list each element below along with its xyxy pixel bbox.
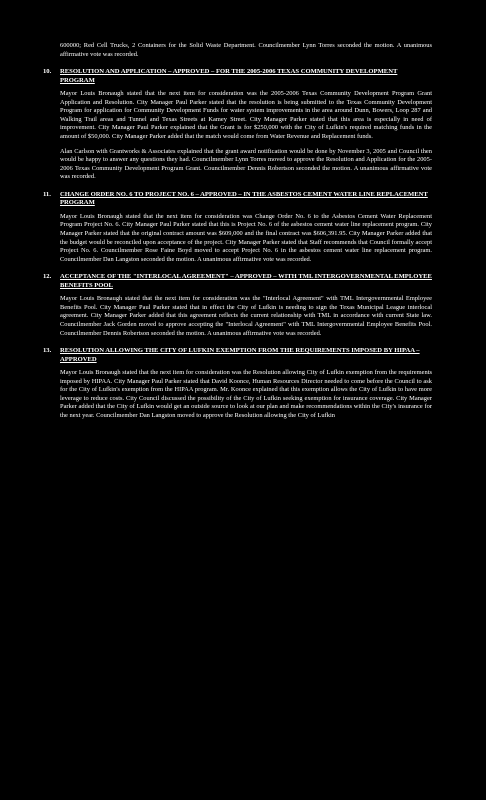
item-paragraph: Mayor Louis Bronaugh stated that the next item for consideration was Change Order No. 6 to the Asbestos Cement Water Replacement Program Project No. 6. City Manager Paul Parker stated that this is Project No. 6 of the asbestos cement water line replacement program. City Manager Parker stated that the original contract amount was $609,000 and the final contract was $606,391.95. City Manager Parker added that the budget would be reconciled upon acceptance of the project. City Manager Parker stated that Staff recommends that Council formally accept Project No. 6. Councilmember Rose Faine Boyd moved to accept Project No. 6 in the asbestos cement water line replacement program. Councilmember Dan Langston seconded the motion. A unanimous affirmative vote was recorded. xyxy=(60,212,432,263)
item-heading: CHANGE ORDER NO. 6 TO PROJECT NO. 6 – APPROVED – IN THE ASBESTOS CEMENT WATER LINE REPLACEMENT PROGRAM xyxy=(60,190,428,207)
item-paragraph: Mayor Louis Bronaugh stated that the next item for consideration was the Resolution allowing City of Lufkin exemption from the requirements imposed by HIPAA. City Manager Paul Parker stated that David Koonce, Human Resources Director needed to come before the Council to ask for the City of Lufkin's exemption from the HIPAA program. Mr. Koonce explained that this exemption allows the City of Lufkin to have more leverage to reduce costs. City Council discussed the possibility of the City of Lufkin seeking exemption for insurance coverage. City Manager Parker added that the City of Lufkin would get an outside source to look at our plan and make recommendations within the City's insurance for the next year. Councilmember Dan Langston moved to approve the Resolution allowing the City of Lufkin xyxy=(60,368,432,419)
intro-paragraph: 600000; Red Cell Trucks, 2 Containers for the Solid Waste Department. Councilmember Lynn Torres seconded the motion. A unanimous affirmative vote was recorded. xyxy=(60,42,432,58)
item-number: 12. xyxy=(43,273,52,281)
item-paragraph: Mayor Louis Bronaugh stated that the next item for consideration was the "Interlocal Agreement" with TML Intergovernmental Employee Benefits Pool. City Manager Paul Parker stated that in effect the City of Lufkin is needing to sign the Texas Municipal League interlocal agreement. City Manager Parker added that this agreement reflects the current relationship with TML in accordance with current State law. Councilmember Jack Gorden moved to approve accepting the "Interlocal Agreement" with TML Intergovernmental Employee Benefits Pool. Councilmember Dennis Robertson seconded the motion. A unanimous affirmative vote was recorded. xyxy=(60,295,432,337)
item-paragraph: Alan Carlson with Grantworks & Associates explained that the grant award notification would be done by November 3, 2005 and Council then would be happy to answer any questions they had. Councilmember Lynn Torres moved to approve the Resolution and Application for the 2005-2006 Texas Community Development Program Grant. Councilmember Dennis Robertson seconded the motion. A unanimous affirmative vote was recorded. xyxy=(60,147,432,181)
document-page xyxy=(43,42,432,420)
item-number: 11. xyxy=(43,190,51,198)
agenda-item-12 xyxy=(43,273,432,338)
item-number: 13. xyxy=(43,347,52,355)
item-number: 10. xyxy=(43,68,52,76)
agenda-item-11 xyxy=(43,190,432,264)
item-heading: ACCEPTANCE OF THE "INTERLOCAL AGREEMENT" – APPROVED – WITH TML INTERGOVERNMENTAL EMPLOYEE BENEFITS POOL xyxy=(60,273,432,289)
agenda-item-13 xyxy=(43,347,432,420)
item-heading: RESOLUTION AND APPLICATION – APPROVED – FOR THE 2005-2006 TEXAS COMMUNITY DEVELOPMENT PROGRAM xyxy=(60,68,398,84)
item-paragraph: Mayor Louis Bronaugh stated that the next item for consideration was the 2005-2006 Texas Community Development Program Grant Application and Resolution. City Manager Paul Parker stated that the resolution is being submitted to the Texas Community Development Program for application for Community Development Funds for water system improvements in the area around Dunn, Bowers, Loop 287 and Walking Trail areas and Tunnel and Texas Streets at Kamey Street. City Manager Parker stated that this area is especially in need of improvement. City Manager Paul Parker explained that the Grant is for $250,000 with the City of Lufkin's required matching funds in the amount of $50,000. City Manager Parker added that the match would come from Water Revenue and Replacement funds. xyxy=(60,90,432,140)
agenda-item-10 xyxy=(43,68,432,182)
item-heading: RESOLUTION ALLOWING THE CITY OF LUFKIN EXEMPTION FROM THE REQUIREMENTS IMPOSED BY HIPAA – APPROVED xyxy=(60,347,420,363)
